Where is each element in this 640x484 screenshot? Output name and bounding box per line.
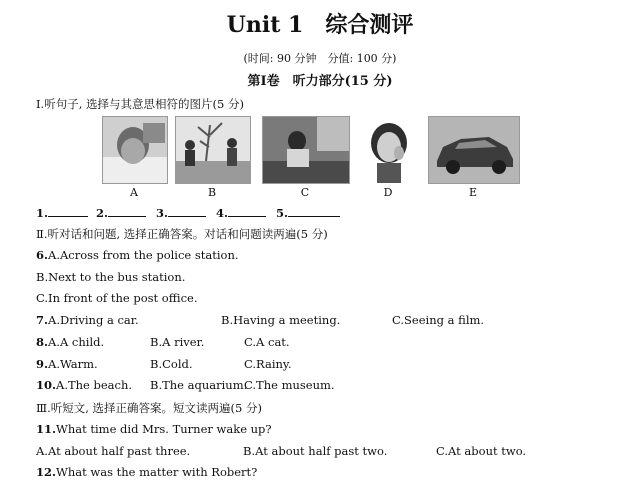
part-heading: 第Ⅰ卷 听力部分(15 分) [247,74,393,89]
question-7-option-b[interactable]: B.Having a meeting. [221,313,341,327]
question-11-option-b[interactable]: B.At about half past two. [243,444,388,458]
question-10-option-c[interactable]: C.The museum. [244,378,335,392]
question-6-option-a[interactable]: 6.A.Across from the police station. [36,248,239,262]
picture-label-a: A [130,186,138,199]
question-9-option-a[interactable]: 9.A.Warm. [36,357,98,371]
test-info: (时间: 90 分钟 分值: 100 分) [243,52,397,65]
picture-e-car [428,116,520,184]
question-10-option-a[interactable]: 10.A.The beach. [36,378,133,392]
page-title: Unit 1 综合测评 [226,12,414,38]
question-10-option-b[interactable]: B.The aquarium. [150,378,248,392]
answer-blank-3[interactable]: 3. [156,205,206,220]
picture-a-sick-child [102,116,168,184]
picture-d-toothache [362,116,416,184]
answer-blank-5[interactable]: 5. [276,205,340,220]
picture-label-b: B [207,186,217,199]
answer-blank-2[interactable]: 2. [96,205,146,220]
picture-label-d: D [383,186,393,199]
picture-label-c: C [300,186,310,199]
answer-blank-1[interactable]: 1. [36,205,88,220]
question-8-option-c[interactable]: C.A cat. [244,335,290,349]
question-6-option-c[interactable]: C.In front of the post office. [36,291,198,305]
section1-heading: Ⅰ.听句子, 选择与其意思相符的图片(5 分) [36,97,244,111]
picture-b-planting [175,116,251,184]
section2-heading: Ⅱ.听对话和问题, 选择正确答案。对话和问题读两遍(5 分) [36,227,328,241]
question-7-option-c[interactable]: C.Seeing a film. [392,313,485,327]
question-8-option-b[interactable]: B.A river. [150,335,205,349]
picture-c-girl-at-desk [262,116,350,184]
question-11-text: 11.What time did Mrs. Turner wake up? [36,422,272,436]
question-11-option-c[interactable]: C.At about two. [436,444,527,458]
picture-label-e: E [468,186,478,199]
question-11-option-a[interactable]: A.At about half past three. [36,444,191,458]
question-12-text: 12.What was the matter with Robert? [36,465,258,479]
question-9-option-b[interactable]: B.Cold. [150,357,193,371]
question-7-option-a[interactable]: 7.A.Driving a car. [36,313,139,327]
section3-heading: Ⅲ.听短文, 选择正确答案。短文读两遍(5 分) [36,401,262,415]
question-6-option-b[interactable]: B.Next to the bus station. [36,270,186,284]
question-8-option-a[interactable]: 8.A.A child. [36,335,105,349]
question-9-option-c[interactable]: C.Rainy. [244,357,292,371]
answer-blank-4[interactable]: 4. [216,205,266,220]
